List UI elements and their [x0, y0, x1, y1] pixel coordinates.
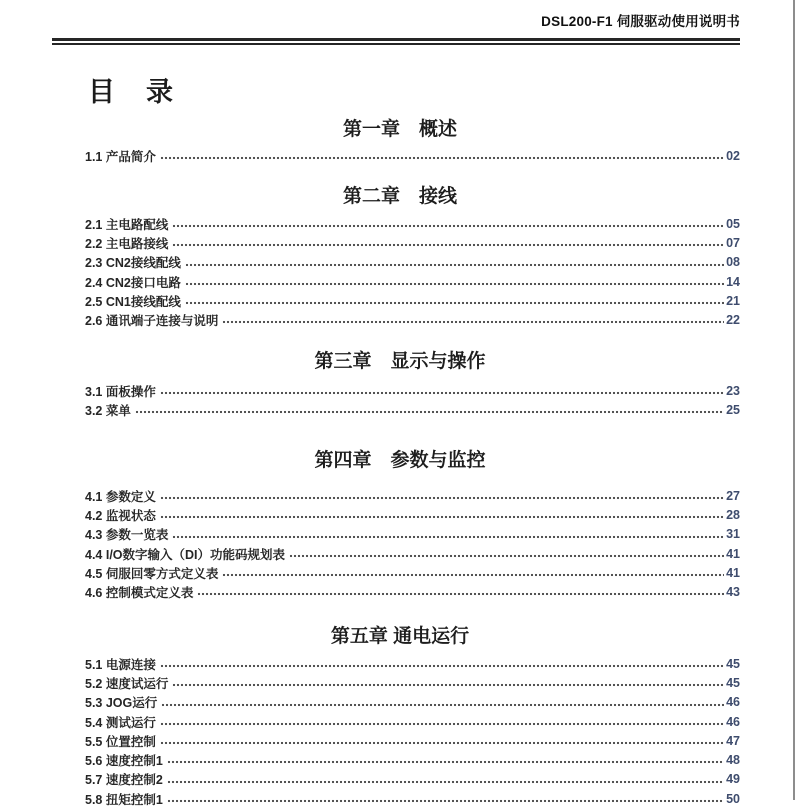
dotted-leader	[167, 750, 724, 769]
toc-entry-page-number: 21	[726, 293, 740, 308]
toc-entry-row	[85, 381, 740, 400]
toc-entry-row	[85, 486, 740, 505]
chapter-4-entries	[85, 486, 740, 602]
dotted-leader	[172, 525, 724, 544]
toc-entry-label: 2.1 主电路配线	[85, 217, 169, 232]
toc-entry-page-number: 41	[726, 565, 740, 580]
toc-entry-row	[85, 582, 740, 601]
toc-entry-label: 5.5 位置控制	[85, 734, 156, 749]
toc-entry-label: 4.5 伺服回零方式定义表	[85, 566, 219, 581]
toc-entry-page-number: 31	[726, 527, 740, 542]
dotted-leader	[222, 563, 724, 582]
toc-entry-label: 5.2 速度试运行	[85, 676, 169, 691]
toc-entry-page-number: 08	[726, 255, 740, 270]
toc-entry-page-number: 23	[726, 383, 740, 398]
toc-entry-label: 2.4 CN2接口电路	[85, 275, 181, 290]
toc-entry-page-number: 25	[726, 402, 740, 417]
toc-entry-label: 3.2 菜单	[85, 403, 131, 418]
chapter-3-heading: 第三章 显示与操作	[314, 351, 486, 372]
chapter-1-heading: 第一章 概述	[342, 119, 457, 140]
toc-entry-row	[85, 712, 740, 731]
header-double-rule	[52, 38, 740, 45]
toc-entry-page-number: 02	[726, 148, 740, 163]
dotted-leader	[160, 731, 724, 750]
toc-entry-row	[85, 544, 740, 563]
dotted-leader	[185, 291, 724, 310]
dotted-leader	[160, 381, 724, 400]
toc-entry-label: 5.8 扭矩控制1	[85, 792, 163, 807]
toc-entry-row	[85, 654, 740, 673]
toc-entry-page-number: 43	[726, 585, 740, 600]
dotted-leader	[160, 712, 724, 731]
dotted-leader	[185, 253, 724, 272]
toc-entry-label: 2.5 CN1接线配线	[85, 294, 181, 309]
dotted-leader	[172, 233, 724, 252]
toc-entry-label: 2.3 CN2接线配线	[85, 256, 181, 271]
dotted-leader	[167, 770, 724, 789]
page-edge-line	[793, 0, 795, 800]
dotted-leader	[172, 214, 724, 233]
toc-entry-page-number: 27	[726, 488, 740, 503]
chapter-3-entries	[85, 381, 740, 420]
toc-entry-row	[85, 505, 740, 524]
toc-entry-label: 5.7 速度控制2	[85, 773, 163, 788]
toc-entry-row	[85, 233, 740, 252]
toc-entry-label: 3.1 面板操作	[85, 384, 156, 399]
toc-entry-page-number: 45	[726, 656, 740, 671]
toc-entry-label: 2.6 通讯端子连接与说明	[85, 314, 219, 329]
dotted-leader	[160, 505, 724, 524]
dotted-leader	[167, 789, 724, 808]
chapter-5-entries	[85, 654, 740, 808]
toc-entry-row	[85, 272, 740, 291]
toc-entry-page-number: 07	[726, 235, 740, 250]
toc-entry-label: 4.2 监视状态	[85, 508, 156, 523]
dotted-leader	[289, 544, 724, 563]
chapter-1-entries	[85, 146, 740, 165]
toc-entry-page-number: 49	[726, 772, 740, 787]
toc-entry-label: 4.4 I/O数字输入（DI）功能码规划表	[85, 547, 286, 562]
header-title: DSL200-F1 伺服驱动使用说明书	[541, 14, 740, 29]
dotted-leader	[135, 400, 724, 419]
toc-entry-row	[85, 214, 740, 233]
toc-entry-label: 5.6 速度控制1	[85, 754, 163, 769]
toc-entry-page-number: 28	[726, 507, 740, 522]
toc-entry-label: 4.3 参数一览表	[85, 528, 169, 543]
toc-entry-row	[85, 731, 740, 750]
toc-entry-label: 4.1 参数定义	[85, 489, 156, 504]
chapter-4-heading: 第四章 参数与监控	[314, 450, 486, 471]
toc-entry-row	[85, 693, 740, 712]
rule-bottom-line	[52, 43, 740, 45]
toc-entry-row	[85, 789, 740, 808]
dotted-leader	[197, 582, 724, 601]
toc-entry-row	[85, 146, 740, 165]
chapter-2-entries	[85, 214, 740, 330]
dotted-leader	[160, 146, 724, 165]
toc-entry-label: 5.1 电源连接	[85, 657, 156, 672]
toc-entry-page-number: 45	[726, 675, 740, 690]
dotted-leader	[160, 654, 724, 673]
toc-entry-page-number: 47	[726, 733, 740, 748]
toc-entry-label: 5.3 JOG运行	[85, 696, 158, 711]
toc-title: 目 录	[88, 77, 175, 107]
toc-entry-page-number: 46	[726, 695, 740, 710]
toc-entry-label: 5.4 测试运行	[85, 715, 156, 730]
toc-entry-page-number: 22	[726, 313, 740, 328]
dotted-leader	[172, 673, 724, 692]
toc-entry-row	[85, 525, 740, 544]
dotted-leader	[160, 486, 724, 505]
toc-entry-page-number: 50	[726, 791, 740, 806]
toc-entry-row	[85, 673, 740, 692]
dotted-leader	[222, 310, 724, 329]
toc-entry-row	[85, 750, 740, 769]
toc-entry-page-number: 41	[726, 546, 740, 561]
toc-entry-page-number: 05	[726, 216, 740, 231]
rule-top-line	[52, 38, 740, 41]
toc-entry-row	[85, 253, 740, 272]
toc-entry-page-number: 14	[726, 274, 740, 289]
dotted-leader	[185, 272, 724, 291]
toc-entry-row	[85, 291, 740, 310]
toc-entry-row	[85, 400, 740, 419]
toc-entry-label: 2.2 主电路接线	[85, 236, 169, 251]
toc-entry-page-number: 46	[726, 714, 740, 729]
toc-entry-page-number: 48	[726, 753, 740, 768]
toc-entry-row	[85, 563, 740, 582]
toc-entry-row	[85, 310, 740, 329]
dotted-leader	[161, 693, 724, 712]
toc-entry-label: 4.6 控制模式定义表	[85, 586, 194, 601]
chapter-2-heading: 第二章 接线	[342, 186, 457, 207]
toc-entry-label: 1.1 产品简介	[85, 149, 156, 164]
toc-entry-row	[85, 770, 740, 789]
chapter-5-heading: 第五章 通电运行	[330, 626, 470, 647]
